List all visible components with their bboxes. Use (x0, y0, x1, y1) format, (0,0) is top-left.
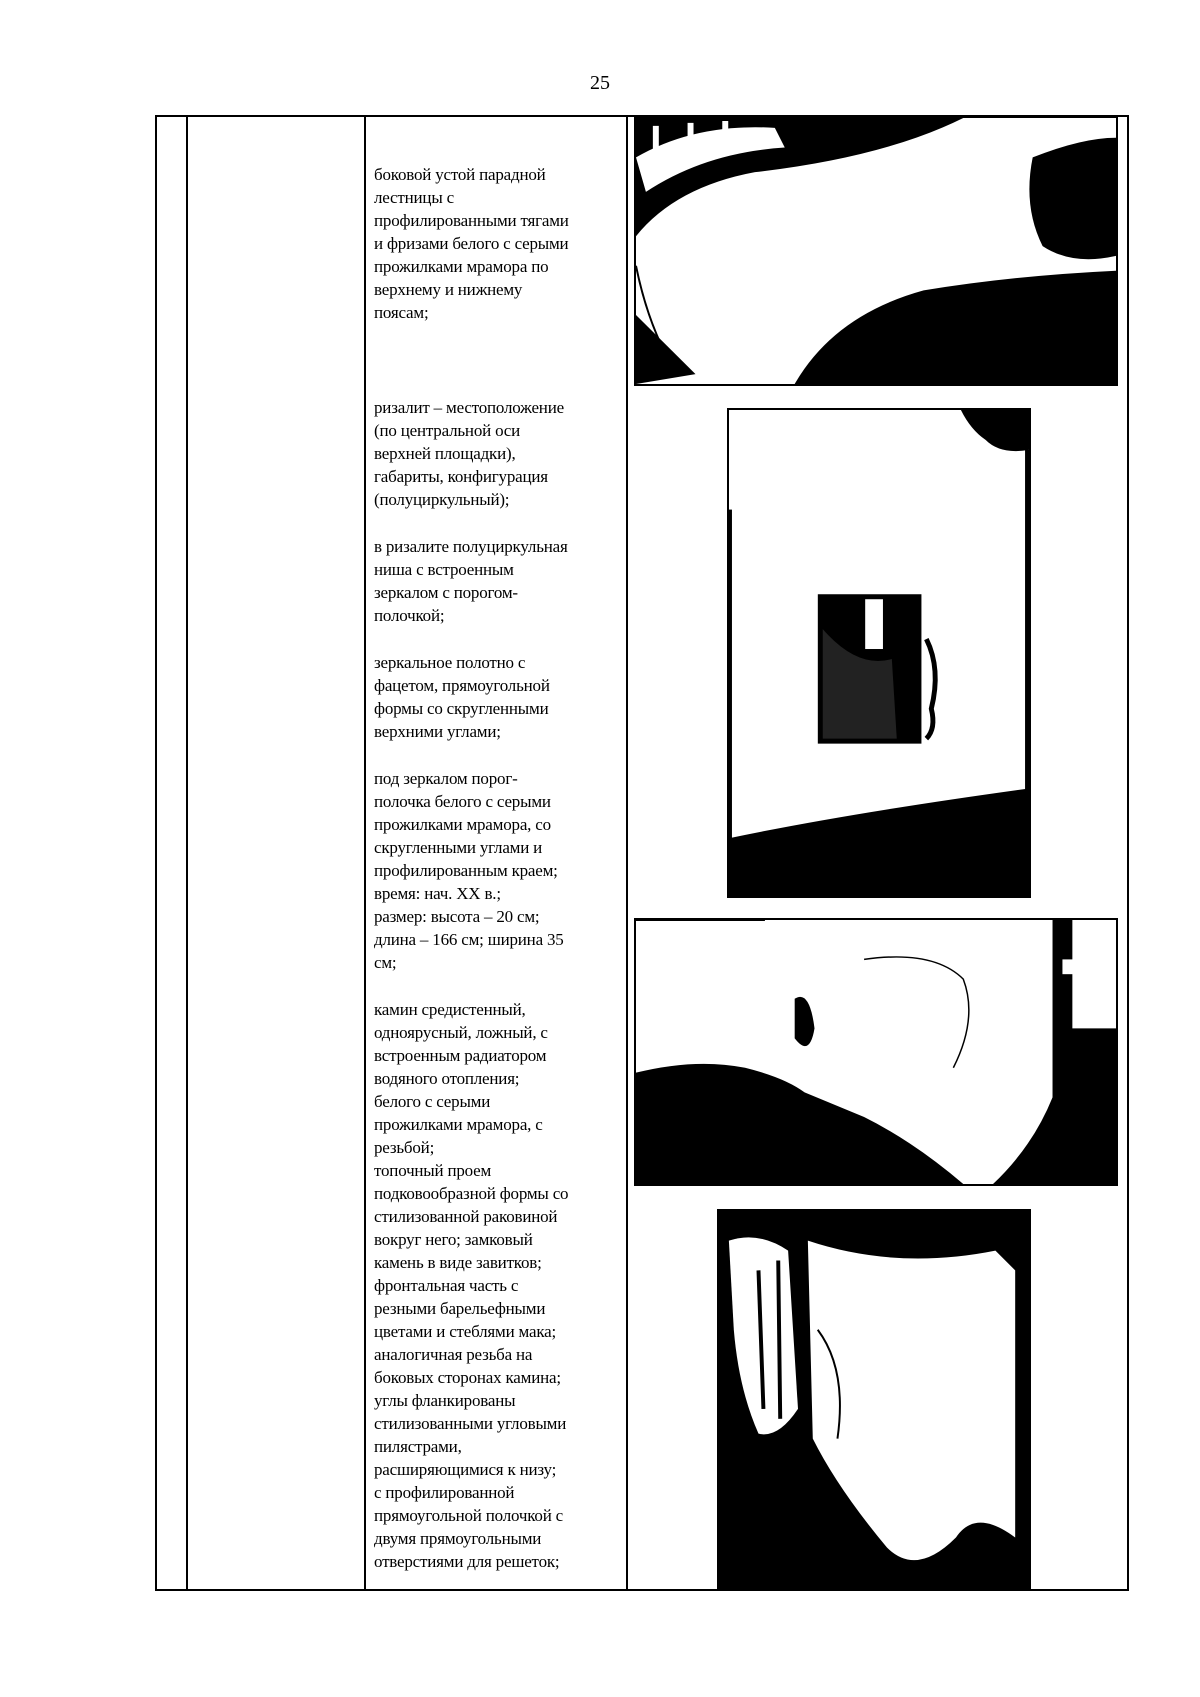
photo-niche-mirror (727, 408, 1031, 898)
photo-fireplace-front (634, 918, 1118, 1186)
entry-niche (374, 535, 624, 627)
entry-shelf (374, 767, 624, 974)
column-divider (364, 115, 366, 1591)
photo-icon (729, 410, 1029, 898)
entry-text: в ризалите полуциркульная ниша с встроенным зеркалом с порогом- полочкой; (374, 537, 568, 625)
page-number: 25 (590, 72, 610, 94)
column-divider (186, 115, 188, 1591)
entry-text: под зеркалом порог- полочка белого с серыми прожилками мрамора, со скругленными углами и профилированным краем; время: нач. XX в.; размер: высота – 20 см; длина – 166 см; ширина 35 см; (374, 769, 564, 972)
photo-icon (719, 1211, 1029, 1587)
photo-fireplace-side (717, 1209, 1031, 1589)
entry-text: зеркальное полотно с фацетом, прямоугольной формы со скругленными верхними углами; (374, 653, 550, 741)
entry-stair-abutment (374, 163, 624, 324)
column-divider (626, 115, 628, 1591)
entry-text: камин средистенный, одноярусный, ложный, с встроенным радиатором водяного отопления; белого с серыми прожилками мрамора, с резьбой; топочный проем подковообразной формы со стилизованной раковиной вокруг него; замковый камень в виде завитков; фронтальная часть с резными барельефными цветами и стеблями мака; аналогичная резьба на боковых сторонах камина; углы фланкированы стилизованными угловыми пилястрами, расширяющимися к низу; с профилированной прямоугольной полочкой с двумя прямоугольными отверстиями для решеток; (374, 1000, 569, 1571)
entry-mirror (374, 651, 624, 743)
photo-stair-abutment (634, 116, 1118, 386)
entry-text: ризалит – местоположение (по центральной оси верхней площадки), габариты, конфигурация (полуциркульный); (374, 398, 564, 509)
entry-fireplace (374, 998, 624, 1573)
photo-icon (636, 920, 1116, 1184)
photo-icon (636, 118, 1116, 384)
entry-risalit (374, 396, 624, 511)
entry-text: боковой устой парадной лестницы с профилированными тягами и фризами белого с серыми прожилками мрамора по верхнему и нижнему поясам; (374, 165, 569, 322)
